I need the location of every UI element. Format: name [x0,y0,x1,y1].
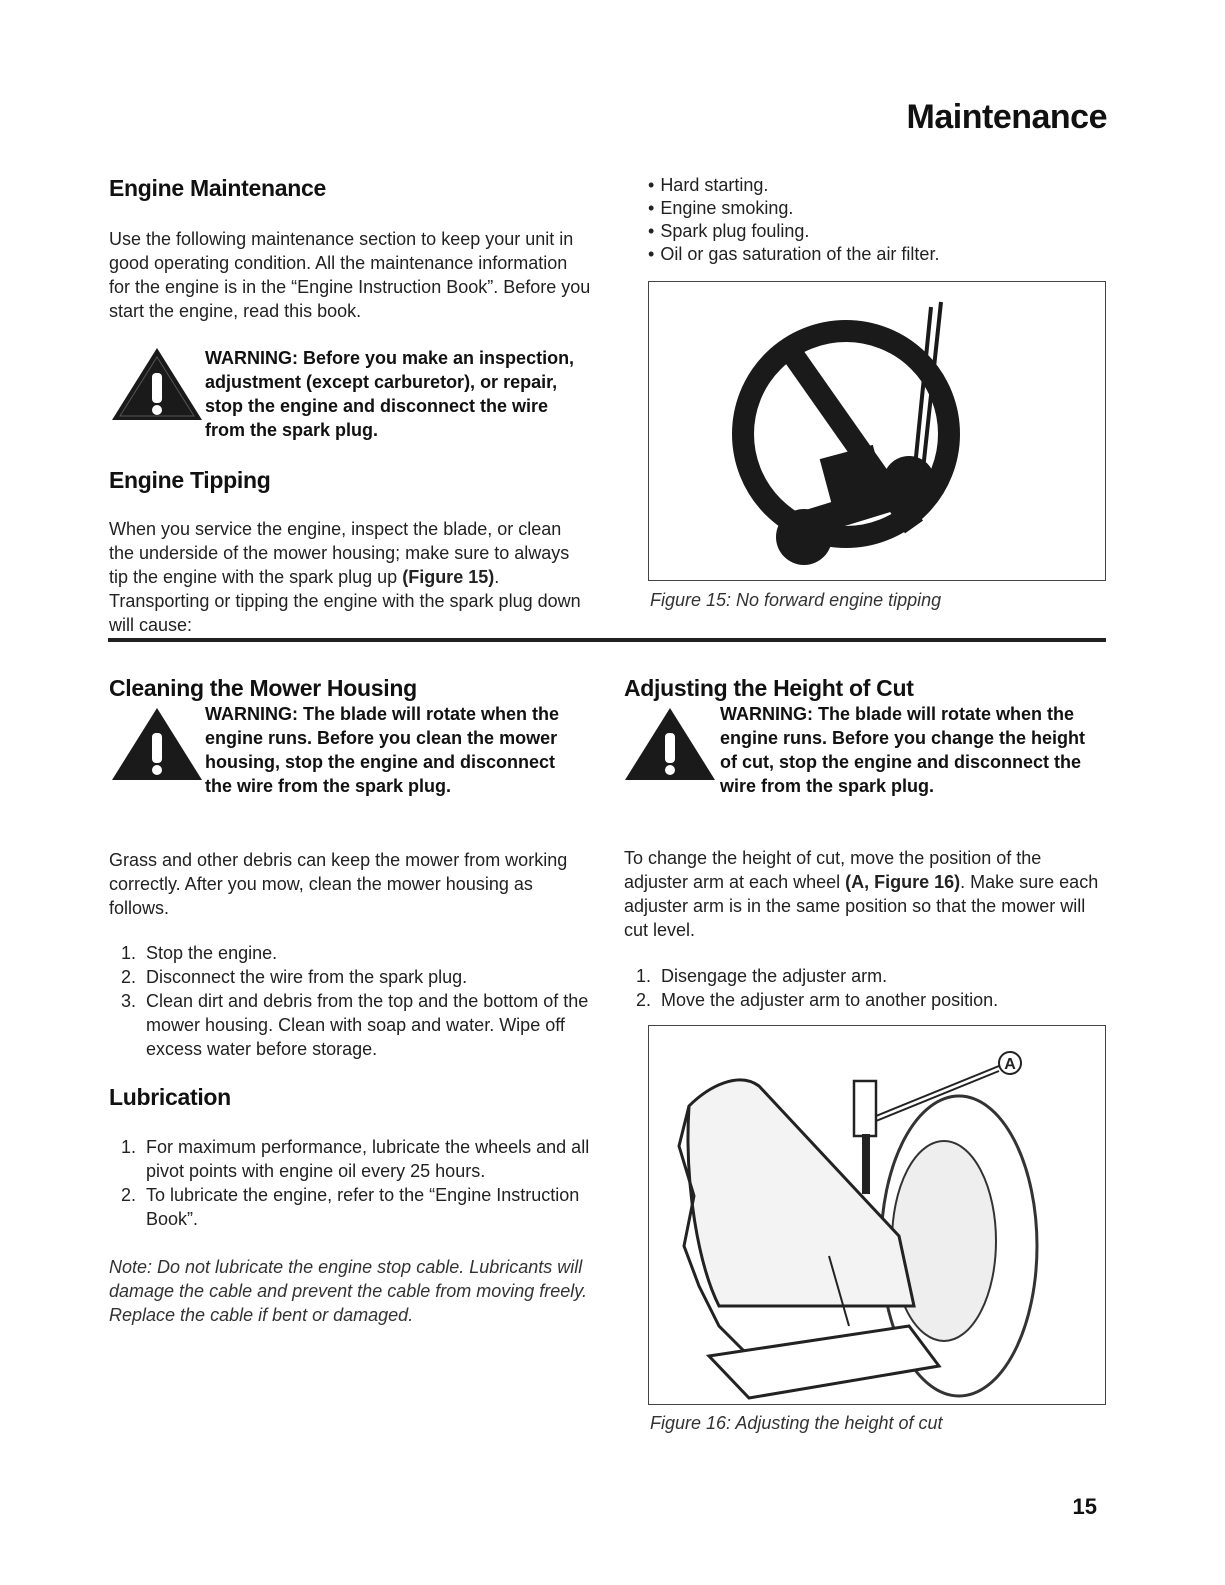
engine-tipping-heading: Engine Tipping [109,467,271,493]
lubrication-heading: Lubrication [109,1084,231,1110]
list-item: 1. For maximum performance, lubricate the wheels and all pivot points with engine oil every 25 hours. [121,1137,590,1181]
cleaning-steps [109,941,591,1061]
list-item: • Hard starting. [648,174,1098,197]
list-item: • Oil or gas saturation of the air filter. [648,243,1098,266]
list-item: 1. Stop the engine. [121,943,278,963]
cleaning-heading: Cleaning the Mower Housing [109,675,417,701]
section-divider [108,638,1106,642]
figure-15-reference: (Figure 15) [402,567,495,587]
figure-16-caption: Figure 16: Adjusting the height of cut [650,1413,943,1433]
cleaning-paragraph: Grass and other debris can keep the mower from working correctly. After you mow, clean the mower housing as follows. [109,850,568,918]
warning-triangle-icon [110,345,205,423]
list-item: 2. To lubricate the engine, refer to the “Engine Instruction Book”. [121,1185,580,1229]
engine-maintenance-paragraph: Use the following maintenance section to keep your unit in good operating condition. All the maintenance information for the engine is in the “Engine Instruction Book”. Before you start the engine, read this book. [109,229,591,321]
warning-triangle-icon [110,705,205,783]
lubrication-steps [109,1135,591,1231]
list-item: • Engine smoking. [648,197,1098,220]
figure-15 [648,281,1106,581]
page-number: 15 [1072,1494,1097,1519]
no-tipping-icon [649,282,1104,579]
tipping-effects-list [648,174,1098,266]
warning-triangle-icon [623,705,718,783]
height-of-cut-steps [624,964,1102,1012]
cleaning-warning: WARNING: The blade will rotate when the engine runs. Before you clean the mower housing, stop the engine and disconnect the wire from the spark plug. [205,704,560,796]
height-of-cut-warning: WARNING: The blade will rotate when the engine runs. Before you change the height of cut, stop the engine and disconnect the wire from the spark plug. [720,704,1086,796]
list-item: 3. Clean dirt and debris from the top and the bottom of the mower housing. Clean with soap and water. Wipe off excess water before storage. [121,991,589,1059]
wheel-adjuster-illustration [649,1026,1104,1403]
engine-maintenance-warning: WARNING: Before you make an inspection, adjustment (except carburetor), or repair, stop the engine and disconnect the wire from the spark plug. [205,348,575,440]
page-title: Maintenance [906,98,1107,136]
list-item: 2. Move the adjuster arm to another position. [636,990,999,1010]
callout-a-label: A [1004,1056,1016,1073]
figure-15-caption: Figure 15: No forward engine tipping [650,590,942,610]
engine-maintenance-heading: Engine Maintenance [109,175,326,201]
list-item: 1. Disengage the adjuster arm. [636,966,888,986]
height-of-cut-heading: Adjusting the Height of Cut [624,675,914,701]
figure-16-reference: (A, Figure 16) [845,872,961,892]
engine-tipping-paragraph: When you service the engine, inspect the blade, or clean the underside of the mower housing; make sure to always tip the engine with the spark plug up (Figure 15). Transporting or tipping the engine with the spark plug down will cause: [109,519,581,635]
height-of-cut-paragraph: To change the height of cut, move the position of the adjuster arm at each wheel (A, Figure 16). Make sure each adjuster arm is in the same position so that the mower will cut level. [624,848,1099,940]
lubrication-note: Note: Do not lubricate the engine stop cable. Lubricants will damage the cable and prevent the cable from moving freely. Replace the cable if bent or damaged. [109,1257,587,1325]
list-item: 2. Disconnect the wire from the spark plug. [121,967,468,987]
figure-16 [648,1025,1106,1405]
list-item: • Spark plug fouling. [648,220,1098,243]
